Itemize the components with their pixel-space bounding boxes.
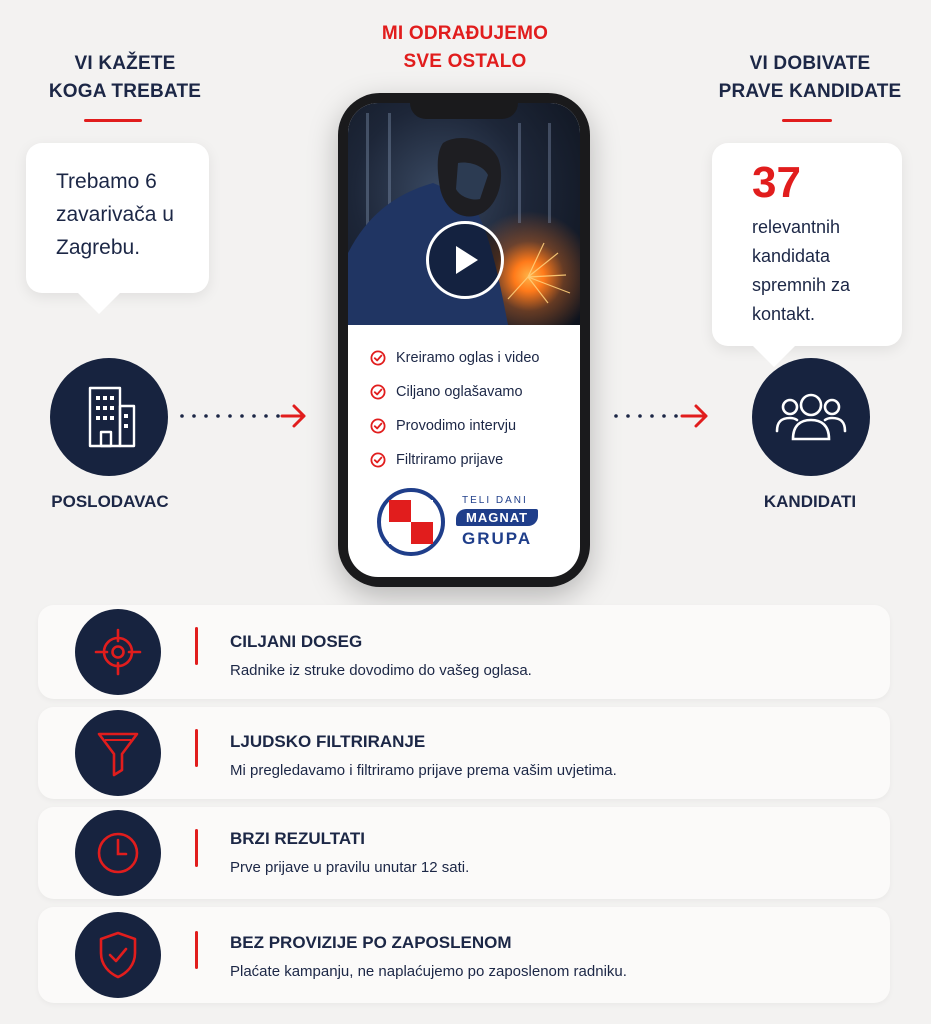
center-title: MI ODRAĐUJEMO SVE OSTALO (381, 23, 549, 72)
left-title-rule (84, 119, 142, 122)
phone-screen (348, 103, 580, 577)
funnel-icon (95, 728, 141, 778)
play-icon (450, 243, 480, 277)
right-title-rule (782, 119, 832, 122)
shield-check-icon (95, 929, 141, 981)
target-icon (93, 627, 143, 677)
promo-video[interactable] (348, 103, 580, 325)
feature-title: CILJANI DOSEG (230, 632, 363, 651)
feature-description: Prve prijave u pravilu unutar 12 sati. (230, 859, 470, 876)
logo-line1: TELI DANI (462, 495, 528, 506)
employer-request-bubble (26, 143, 209, 293)
feature-text (230, 933, 627, 980)
feature-text (230, 732, 617, 779)
employer-request-text: Trebamo 6 zavarivača u Zagrebu. (56, 170, 174, 259)
candidates-result-bubble (712, 143, 902, 346)
feature-icon-circle (75, 710, 161, 796)
feature-icon-circle (75, 912, 161, 998)
phone-mockup (338, 93, 590, 587)
logo-line3: GRUPA (462, 529, 533, 548)
phone-notch (410, 103, 518, 119)
magnat-logo (376, 487, 566, 557)
flow-arrow-left (178, 402, 308, 430)
employer-label: POSLODAVAC (51, 492, 169, 511)
feature-title: LJUDSKO FILTRIRANJE (230, 732, 426, 751)
feature-accent-bar (195, 627, 198, 665)
checklist-label: Kreiramo oglas i video (396, 350, 540, 366)
feature-description: Mi pregledavamo i filtriramo prijave prema vašim uvjetima. (230, 762, 617, 779)
feature-accent-bar (195, 931, 198, 969)
right-title: VI DOBIVATE PRAVE KANDIDATE (718, 53, 902, 102)
feature-card (38, 907, 890, 1003)
candidates-result-text: relevantnih kandidata spremnih za kontakt. (752, 217, 851, 324)
candidates-node (752, 358, 870, 476)
candidate-count: 37 (752, 158, 801, 207)
check-circle-icon (370, 384, 386, 400)
feature-accent-bar (195, 829, 198, 867)
clock-icon (93, 828, 143, 878)
logo-emblem-icon (376, 487, 446, 557)
feature-title: BRZI REZULTATI (230, 829, 366, 848)
checklist-item (370, 341, 570, 375)
left-title: VI KAŽETE KOGA TREBATE (48, 53, 202, 102)
feature-card (38, 707, 890, 799)
feature-card (38, 605, 890, 699)
employer-node (50, 358, 168, 476)
checklist-item (370, 443, 570, 477)
check-circle-icon (370, 452, 386, 468)
feature-icon-circle (75, 609, 161, 695)
checklist-label: Filtriramo prijave (396, 452, 504, 468)
logo-line2: MAGNAT (456, 509, 538, 526)
feature-text (230, 632, 532, 679)
feature-title: BEZ PROVIZIJE PO ZAPOSLENOM (230, 933, 512, 952)
checklist-item (370, 375, 570, 409)
feature-text (230, 829, 469, 876)
candidates-label: KANDIDATI (763, 492, 857, 511)
bubble-tail-left (77, 292, 121, 314)
checklist-label: Ciljano oglašavamo (396, 384, 523, 400)
check-circle-icon (370, 350, 386, 366)
flow-arrow-right (612, 402, 712, 430)
building-icon (78, 384, 140, 450)
play-button[interactable] (426, 221, 504, 299)
users-icon (773, 387, 849, 447)
check-circle-icon (370, 418, 386, 434)
service-checklist (370, 341, 570, 477)
feature-description: Radnike iz struke dovodimo do vašeg oglasa. (230, 662, 532, 679)
feature-card (38, 807, 890, 899)
checklist-label: Provodimo intervju (396, 418, 517, 434)
checklist-item (370, 409, 570, 443)
feature-description: Plaćate kampanju, ne naplaćujemo po zaposlenom radniku. (230, 963, 627, 980)
feature-icon-circle (75, 810, 161, 896)
feature-accent-bar (195, 729, 198, 767)
